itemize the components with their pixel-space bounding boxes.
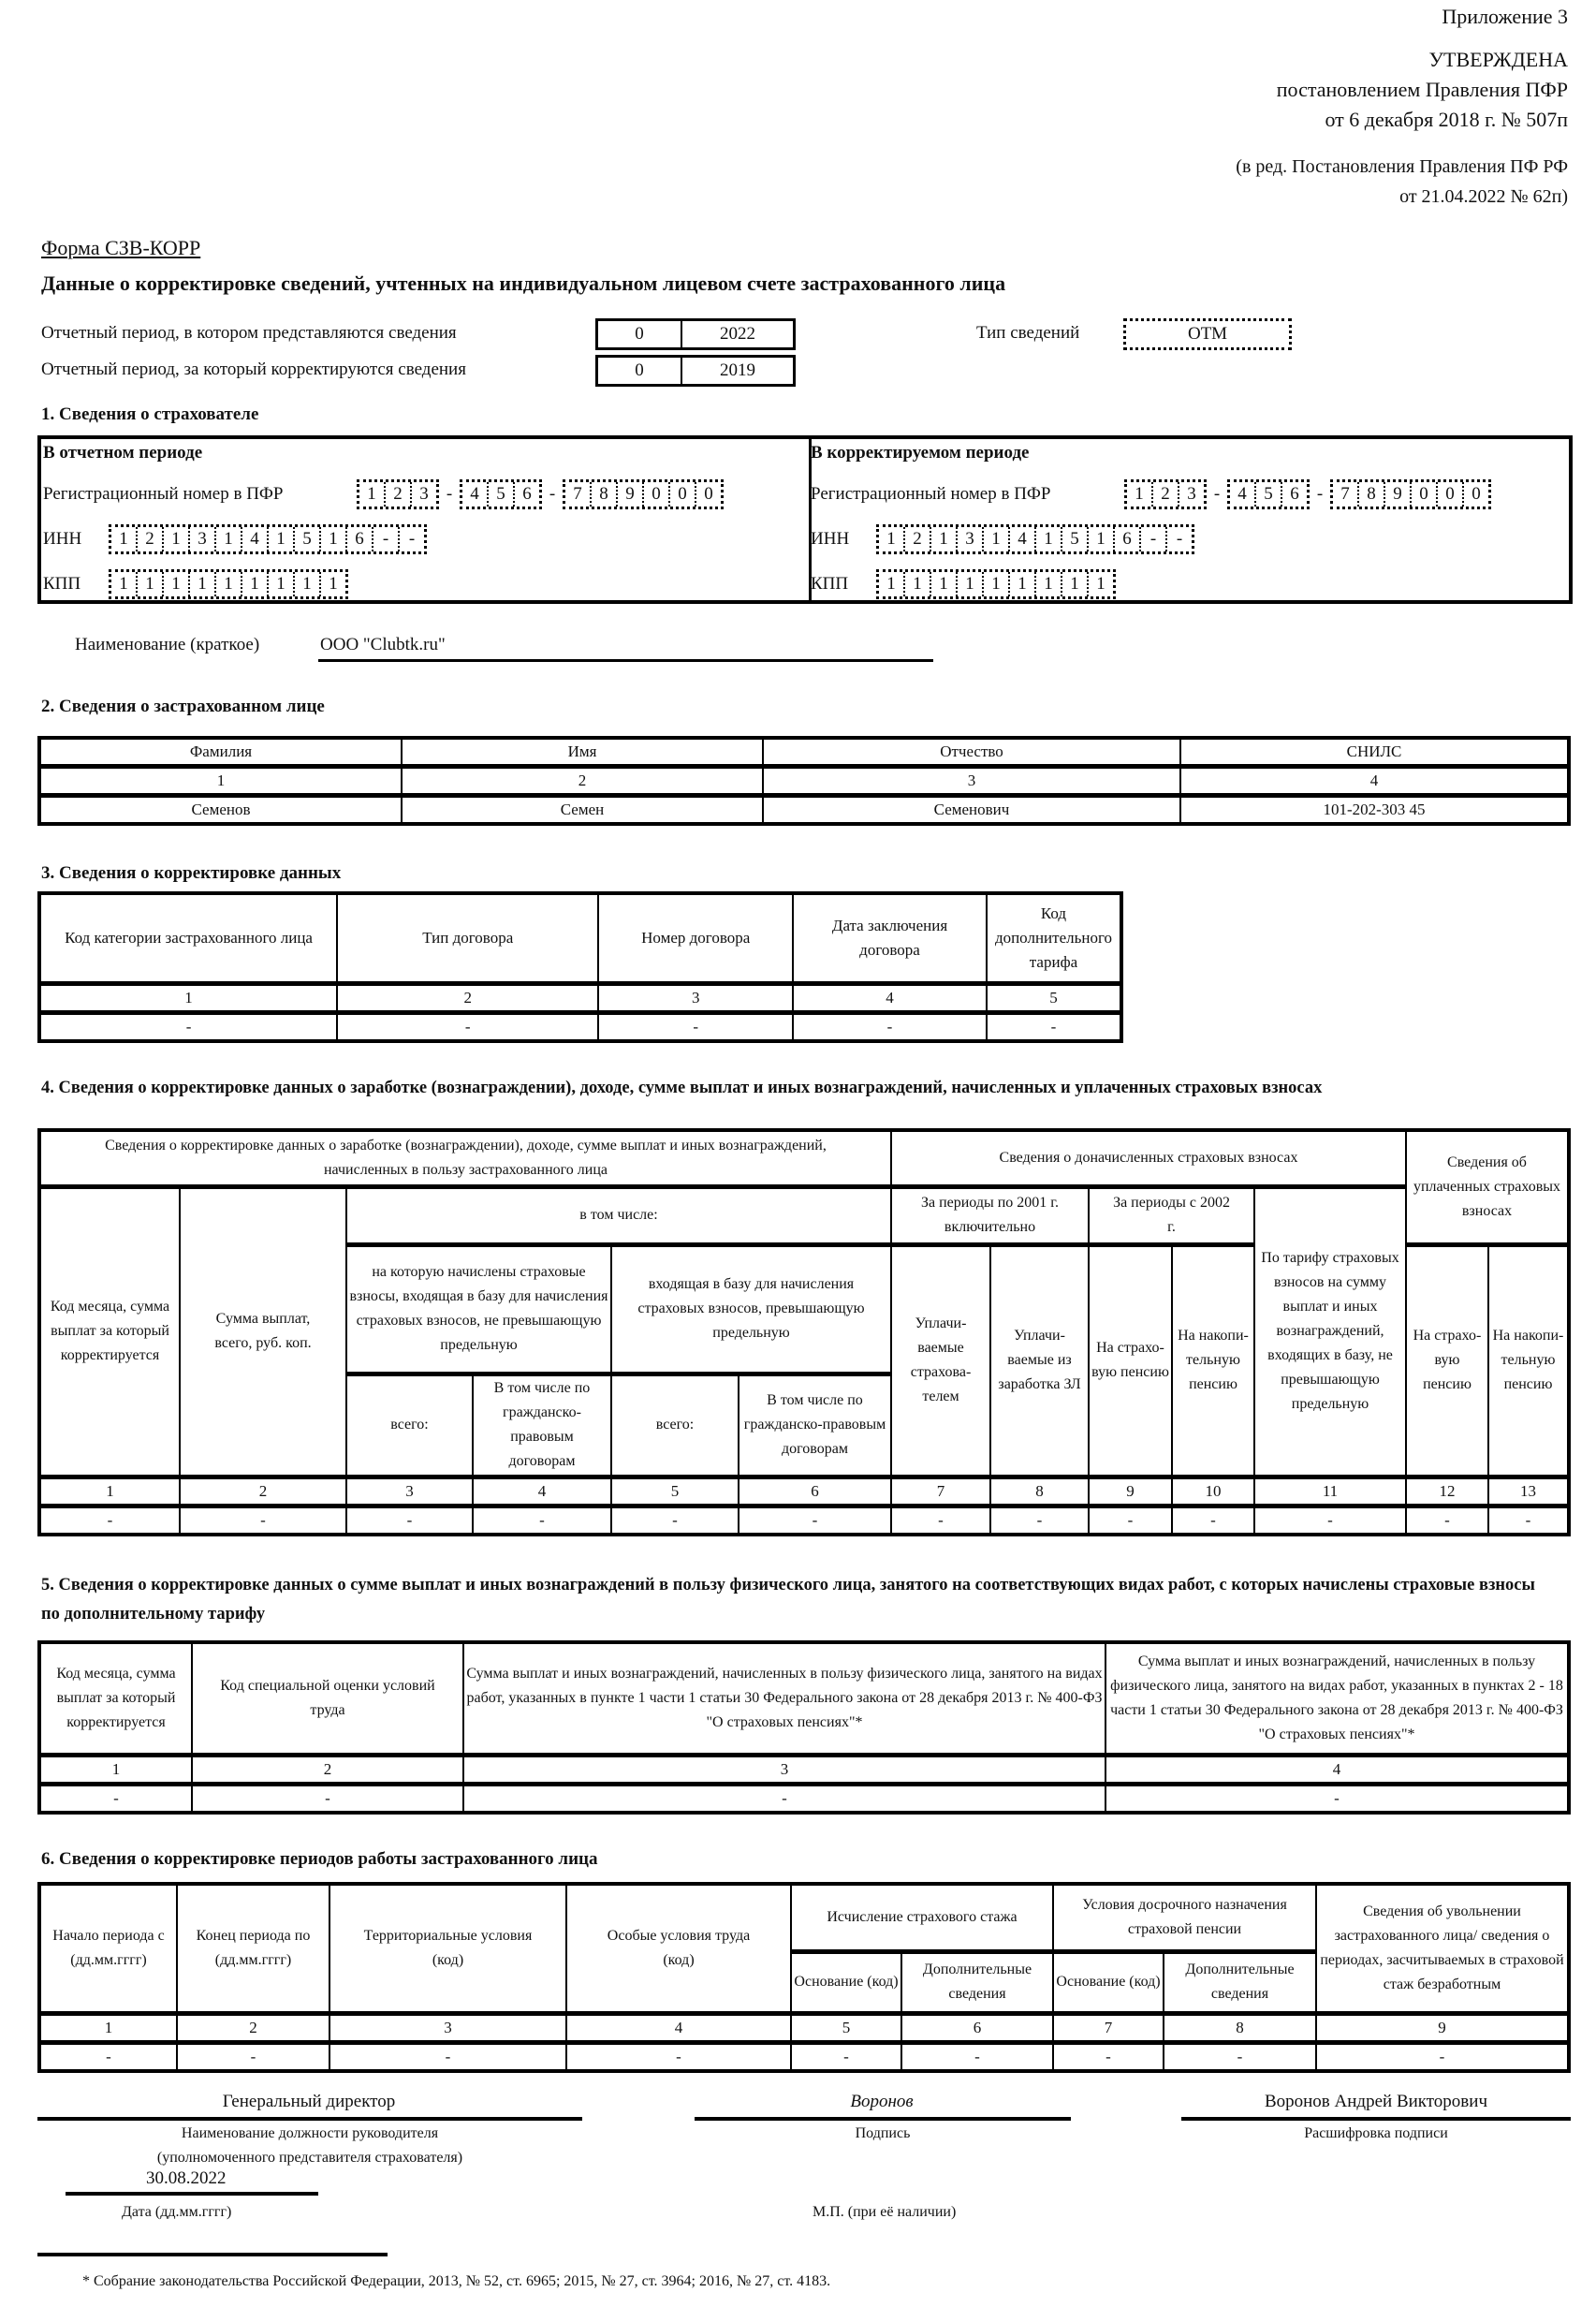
col-number: 3 xyxy=(763,767,1180,796)
value-cell[interactable]: - xyxy=(739,1506,891,1535)
header-sum-items-2-18: Сумма выплат и иных вознаграждений, начисленных в пользу физического лица, занятого на видах работ, указанных в пунктах 2 - 18 части 1 статьи 30 Федерального закона от 28 декабря 2013 г. № 400-ФЗ "О страховых пенсиях"* xyxy=(1105,1642,1569,1755)
header-civil-2: В том числе по гражданско-правовым договорам xyxy=(739,1374,891,1477)
left-inn-field[interactable]: 1 2 1 3 1 4 1 5 1 6 - - xyxy=(109,524,427,554)
short-name-field[interactable]: ООО "Clubtk.ru" xyxy=(318,635,933,662)
value-cell[interactable]: - xyxy=(1316,2042,1569,2071)
col-number: 2 xyxy=(337,983,598,1012)
revision-line-2: от 21.04.2022 № 62п) xyxy=(1399,186,1568,207)
date-line xyxy=(66,2192,318,2196)
col-number: 12 xyxy=(1406,1477,1488,1506)
snils-value[interactable]: 101-202-303 45 xyxy=(1180,796,1569,825)
work-periods-table xyxy=(37,1882,1571,2073)
section-6-title: 6. Сведения о корректировке периодов работы застрахованного лица xyxy=(41,1849,598,1869)
header-dismissal: Сведения об увольнении застрахованного лица/ сведения о периодах, засчитываемых в страховой стаж безработным xyxy=(1316,1884,1569,2013)
tariff-code-value[interactable]: - xyxy=(987,1012,1121,1041)
header-calc-basis: Основание (код) xyxy=(791,1951,901,2013)
header-tariff-code: Код дополнительного тарифа xyxy=(987,893,1121,983)
approved-date: от 6 декабря 2018 г. № 507п xyxy=(1325,108,1568,131)
header-funded-pension: На накопи-тельную пенсию xyxy=(1172,1244,1254,1477)
revision-line-1: (в ред. Постановления Правления ПФ РФ xyxy=(1236,156,1568,177)
right-inn-label: ИНН xyxy=(811,529,850,549)
contract-number-value[interactable]: - xyxy=(598,1012,793,1041)
left-kpp-row xyxy=(43,569,348,599)
section-1-title: 1. Сведения о страхователе xyxy=(41,404,259,424)
period-corrected-year[interactable]: 2019 xyxy=(720,360,755,380)
col-number: 10 xyxy=(1172,1477,1254,1506)
name-label: Расшифровка подписи xyxy=(1304,2125,1448,2141)
header-month-code: Код месяца, сумма выплат за который корректируется xyxy=(39,1642,192,1755)
col-number: 13 xyxy=(1488,1477,1569,1506)
value-cell[interactable]: - xyxy=(1488,1506,1569,1535)
value-cell[interactable]: - xyxy=(39,1784,192,1813)
value-cell[interactable]: - xyxy=(1089,1506,1172,1535)
left-heading: В отчетном периоде xyxy=(43,443,203,463)
col-number: 2 xyxy=(180,1477,346,1506)
header-insurance-pension: На страхо-вую пенсию xyxy=(1089,1244,1172,1477)
surname-value[interactable]: Семенов xyxy=(39,796,402,825)
right-reg-row: Регистрационный номер в ПФР 1 2 3 - 4 5 6 - 7 8 9 0 0 0 xyxy=(811,479,1491,509)
group-earnings: Сведения о корректировке данных о заработке (вознаграждении), доходе, сумме выплат и иных вознаграждений, начисленных в пользу застрахованного лица xyxy=(39,1130,891,1186)
col-number: 11 xyxy=(1254,1477,1406,1506)
right-inn-field[interactable]: 1 2 1 3 1 4 1 5 1 6 - - xyxy=(876,524,1194,554)
footnote-divider xyxy=(37,2253,388,2256)
approved-label: УТВЕРЖДЕНА xyxy=(1428,48,1568,71)
header-category-code: Код категории застрахованного лица xyxy=(39,893,337,983)
header-special-conditions: Особые условия труда (код) xyxy=(566,1884,791,2013)
col-number: 1 xyxy=(39,767,402,796)
correction-data-table xyxy=(37,891,1123,1043)
col-number: 4 xyxy=(1105,1755,1569,1784)
header-paid-from-salary: Уплачи-ваемые из заработка ЗЛ xyxy=(990,1244,1089,1477)
period-corrected-code[interactable]: 0 xyxy=(598,358,682,384)
col-number: 8 xyxy=(990,1477,1089,1506)
value-cell[interactable]: - xyxy=(990,1506,1089,1535)
date-value[interactable]: 30.08.2022 xyxy=(146,2168,227,2188)
header-sum-item-1: Сумма выплат и иных вознаграждений, начисленных в пользу физического лица, занятого на видах работ, указанных в пункте 1 части 1 статьи 30 Федерального закона от 28 декабря 2013 г. № 400-ФЗ "О страховых пенсиях"* xyxy=(463,1642,1105,1755)
value-cell[interactable]: - xyxy=(473,1506,611,1535)
value-cell[interactable]: - xyxy=(891,1506,990,1535)
col-number: 1 xyxy=(39,1477,180,1506)
left-reg-label: Регистрационный номер в ПФР xyxy=(43,484,284,504)
name-value[interactable]: Семен xyxy=(402,796,763,825)
col-number: 6 xyxy=(901,2013,1053,2042)
value-cell[interactable]: - xyxy=(791,2042,901,2071)
left-kpp-label: КПП xyxy=(43,574,81,594)
value-cell[interactable]: - xyxy=(463,1784,1105,1813)
header-period-2001: За периоды по 2001 г. включительно xyxy=(891,1186,1089,1244)
position-line xyxy=(37,2117,582,2121)
signature-line xyxy=(695,2117,1071,2121)
col-number: 3 xyxy=(329,2013,566,2042)
col-number: 2 xyxy=(177,2013,329,2042)
group-additional-contributions: Сведения о доначисленных страховых взносах xyxy=(891,1130,1406,1186)
footnote: * Собрание законодательства Российской Федерации, 2013, № 52, ст. 6965; 2015, № 27, ст. 3964; 2016, № 27, ст. 4183. xyxy=(82,2273,831,2289)
header-early-basis: Основание (код) xyxy=(1053,1951,1164,2013)
right-reg-group-2[interactable]: 4 5 6 xyxy=(1227,479,1310,509)
left-reg-row: Регистрационный номер в ПФР 1 2 3 - 4 5 6 - 7 8 9 0 0 0 xyxy=(43,479,724,509)
header-paid-by-insurer: Уплачи-ваемые страхова-телем xyxy=(891,1244,990,1477)
stamp-label: М.П. (при её наличии) xyxy=(813,2204,957,2220)
header-territorial: Территориальные условия (код) xyxy=(329,1884,566,2013)
header-month-code: Код месяца, сумма выплат за который корректируется xyxy=(39,1186,180,1477)
col-number: 4 xyxy=(473,1477,611,1506)
signature-label: Подпись xyxy=(855,2125,911,2141)
value-cell[interactable]: - xyxy=(329,2042,566,2071)
col-number: 4 xyxy=(793,983,987,1012)
right-kpp-field[interactable]: 1 1 1 1 1 1 1 1 1 xyxy=(876,569,1116,599)
period-submitted-code[interactable]: 0 xyxy=(598,321,682,347)
right-reg-group-3[interactable]: 7 8 9 0 0 0 xyxy=(1330,479,1491,509)
col-number: 5 xyxy=(611,1477,739,1506)
value-cell[interactable]: - xyxy=(192,1784,463,1813)
header-patronymic: Отчество xyxy=(763,738,1180,767)
value-cell[interactable]: - xyxy=(1172,1506,1254,1535)
value-cell[interactable]: - xyxy=(39,2042,177,2071)
left-inn-row xyxy=(43,524,427,554)
section-3-title: 3. Сведения о корректировке данных xyxy=(41,863,342,883)
header-calc-group: Исчисление страхового стажа xyxy=(791,1884,1053,1951)
position-label-1: Наименование должности руководителя xyxy=(181,2125,439,2141)
left-kpp-field[interactable]: 1 1 1 1 1 1 1 1 1 xyxy=(109,569,348,599)
period-submitted-field[interactable] xyxy=(595,318,796,350)
appendix-label: Приложение 3 xyxy=(1442,5,1568,28)
additional-tariff-table xyxy=(37,1640,1571,1815)
earnings-correction-table xyxy=(37,1128,1571,1536)
short-name-label: Наименование (краткое) xyxy=(75,635,260,654)
left-reg-group-1[interactable]: 1 2 3 xyxy=(357,479,439,509)
position-value[interactable]: Генеральный директор xyxy=(222,2092,396,2111)
info-type-field[interactable]: ОТМ xyxy=(1123,318,1292,350)
period-corrected-label: Отчетный период, за который корректируются сведения xyxy=(41,360,466,379)
form-title: Данные о корректировке сведений, учтенных на индивидуальном лицевом счете застрахованного лица xyxy=(41,272,1006,295)
value-cell[interactable]: - xyxy=(1105,1784,1569,1813)
header-total-1: всего: xyxy=(346,1374,473,1477)
header-contract-date: Дата заключения договора xyxy=(793,893,987,983)
date-label: Дата (дд.мм.гггг) xyxy=(122,2204,232,2220)
patronymic-value[interactable]: Семенович xyxy=(763,796,1180,825)
category-code-value[interactable]: - xyxy=(39,1012,337,1041)
name-value[interactable]: Воронов Андрей Викторович xyxy=(1264,2092,1488,2111)
info-type-label: Тип сведений xyxy=(976,323,1080,343)
col-number: 3 xyxy=(346,1477,473,1506)
right-reg-label: Регистрационный номер в ПФР xyxy=(811,484,1051,504)
header-civil-1: В том числе по гражданско-правовым договорам xyxy=(473,1374,611,1477)
col-number: 8 xyxy=(1164,2013,1316,2042)
section-2-title: 2. Сведения о застрахованном лице xyxy=(41,697,325,716)
value-cell[interactable]: - xyxy=(611,1506,739,1535)
col-number: 2 xyxy=(192,1755,463,1784)
value-cell[interactable]: - xyxy=(180,1506,346,1535)
value-cell[interactable]: - xyxy=(566,2042,791,2071)
col-number: 9 xyxy=(1316,2013,1569,2042)
col-number: 7 xyxy=(1053,2013,1164,2042)
section-4-title: 4. Сведения о корректировке данных о заработке (вознаграждении), доходе, сумме выплат и иных вознаграждений, начисленных и уплаченных страховых взносах xyxy=(41,1079,1323,1097)
right-reg-group-1[interactable]: 1 2 3 xyxy=(1124,479,1207,509)
value-cell[interactable]: - xyxy=(1406,1506,1488,1535)
contract-type-value[interactable]: - xyxy=(337,1012,598,1041)
header-calc-additional: Дополнительные сведения xyxy=(901,1951,1053,2013)
header-sout-code: Код специальной оценки условий труда xyxy=(192,1642,463,1755)
header-period-end: Конец периода по (дд.мм.гггг) xyxy=(177,1884,329,2013)
header-surname: Фамилия xyxy=(39,738,402,767)
form-name: Форма СЗВ-КОРР xyxy=(41,236,201,259)
col-number: 2 xyxy=(402,767,763,796)
header-exceeding-base: входящая в базу для начисления страховых взносов, превышающую предельную xyxy=(611,1244,891,1374)
header-period-2002: За периоды с 2002 г. xyxy=(1089,1186,1254,1244)
value-cell[interactable]: - xyxy=(1164,2042,1316,2071)
left-reg-group-2[interactable]: 4 5 6 xyxy=(460,479,542,509)
header-paid-funded-pension: На накопи-тельную пенсию xyxy=(1488,1244,1569,1477)
period-corrected-field[interactable] xyxy=(595,355,796,387)
right-inn-row xyxy=(811,524,1194,554)
header-name: Имя xyxy=(402,738,763,767)
value-cell[interactable]: - xyxy=(1053,2042,1164,2071)
period-submitted-year[interactable]: 2022 xyxy=(720,324,755,344)
header-tariff: По тарифу страховых взносов на сумму выплат и иных вознаграждений, входящих в базу, не превышающую предельную xyxy=(1254,1186,1406,1477)
header-early-group: Условия досрочного назначения страховой пенсии xyxy=(1053,1884,1316,1951)
col-number: 9 xyxy=(1089,1477,1172,1506)
col-number: 3 xyxy=(598,983,793,1012)
col-number: 3 xyxy=(463,1755,1105,1784)
approved-by: постановлением Правления ПФР xyxy=(1276,78,1568,101)
value-cell[interactable]: - xyxy=(901,2042,1053,2071)
value-cell[interactable]: - xyxy=(39,1506,180,1535)
position-label-2: (уполномоченного представителя страхователя) xyxy=(156,2150,463,2166)
header-total-2: всего: xyxy=(611,1374,739,1477)
name-line xyxy=(1181,2117,1571,2121)
col-number: 1 xyxy=(39,983,337,1012)
value-cell[interactable]: - xyxy=(177,2042,329,2071)
left-reg-group-3[interactable]: 7 8 9 0 0 0 xyxy=(563,479,724,509)
value-cell[interactable]: - xyxy=(1254,1506,1406,1535)
section-5-title: 5. Сведения о корректировке данных о сумме выплат и иных вознаграждений в пользу физического лица, занятого на соответствующих видах работ, с которых начислены страховые взносы по дополнительному тарифу xyxy=(41,1576,1535,1624)
right-kpp-label: КПП xyxy=(811,574,849,594)
right-heading: В корректируемом периоде xyxy=(811,443,1030,463)
header-contract-number: Номер договора xyxy=(598,893,793,983)
value-cell[interactable]: - xyxy=(346,1506,473,1535)
col-number: 5 xyxy=(791,2013,901,2042)
header-period-start: Начало периода с (дд.мм.гггг) xyxy=(39,1884,177,2013)
header-snils: СНИЛС xyxy=(1180,738,1569,767)
col-number: 1 xyxy=(39,1755,192,1784)
period-submitted-label: Отчетный период, в котором представляются сведения xyxy=(41,323,457,343)
group-paid-contributions: Сведения об уплаченных страховых взносах xyxy=(1406,1130,1569,1244)
col-number: 1 xyxy=(39,2013,177,2042)
left-inn-label: ИНН xyxy=(43,529,82,549)
contract-date-value[interactable]: - xyxy=(793,1012,987,1041)
signature-value[interactable]: Воронов xyxy=(850,2092,914,2111)
col-number: 4 xyxy=(566,2013,791,2042)
header-including: в том числе: xyxy=(346,1186,891,1244)
insured-person-table xyxy=(37,736,1571,826)
col-number: 7 xyxy=(891,1477,990,1506)
header-contract-type: Тип договора xyxy=(337,893,598,983)
right-kpp-row xyxy=(811,569,1116,599)
col-number: 4 xyxy=(1180,767,1569,796)
header-early-additional: Дополнительные сведения xyxy=(1164,1951,1316,2013)
header-not-exceeding-base: на которую начислены страховые взносы, входящая в базу для начисления страховых взносов, не превышающую предельную xyxy=(346,1244,611,1374)
col-number: 5 xyxy=(987,983,1121,1012)
header-total-payments: Сумма выплат, всего, руб. коп. xyxy=(180,1186,346,1477)
header-paid-insurance-pension: На страхо-вую пенсию xyxy=(1406,1244,1488,1477)
col-number: 6 xyxy=(739,1477,891,1506)
